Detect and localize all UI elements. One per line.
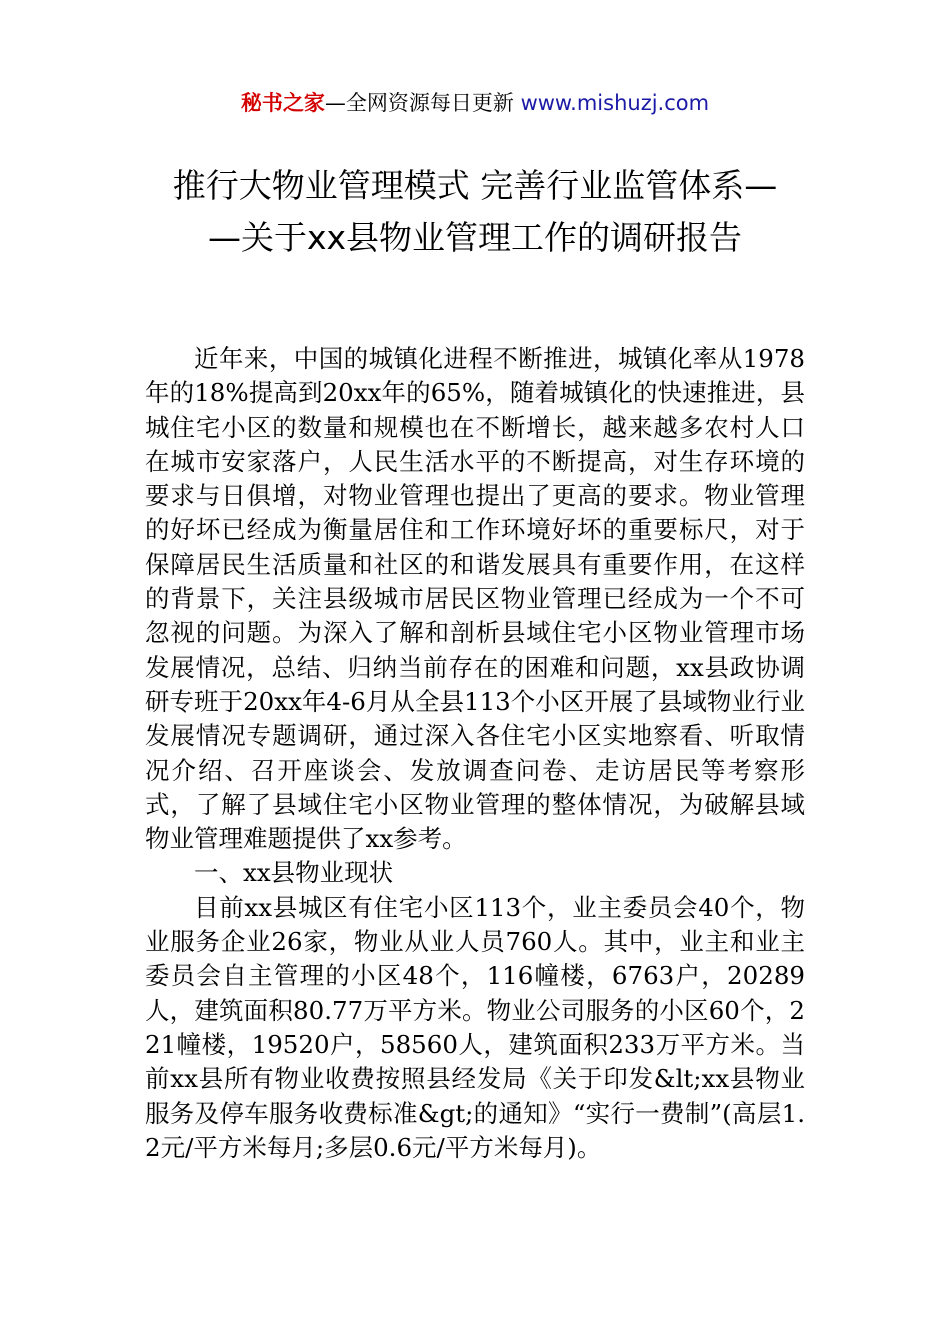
title-line-1: 推行大物业管理模式 完善行业监管体系— — [172, 166, 778, 205]
site-brand: 秘书之家 — [240, 91, 325, 115]
site-slogan: —全网资源每日更新 — [324, 91, 521, 115]
section-heading: 一、xx县物业现状 — [194, 858, 394, 888]
site-header — [0, 88, 950, 118]
status-paragraph: 目前xx县城区有住宅小区113个，业主委员会40个，物业服务企业26家，物业从业人员760人。其中，业主和业主委员会自主管理的小区48个，116幢楼，6763户，20289人，建筑面积80.77万平方米。物业公司服务的小区60个，221幢楼，19520户，58560人，建筑面积233万平方米。当前xx县所有物业收费按照县经发局《关于印发&lt;xx县物业服务及停车服务收费标准&gt;的通知》“实行一费制”(高层1.2元/平方米每月;多层0.6元/平方米每月)。 — [145, 892, 805, 1162]
intro-paragraph: 近年来，中国的城镇化进程不断推进，城镇化率从1978年的18%提高到20xx年的65%，随着城镇化的快速推进，县城住宅小区的数量和规模也在不断增长，越来越多农村人口在城市安家落户，人民生活水平的不断提高，对生存环境的要求与日俱增，对物业管理也提出了更高的要求。物业管理的好坏已经成为衡量居住和工作环境好坏的重要标尺，对于保障居民生活质量和社区的和谐发展具有重要作用，在这样的背景下，关注县级城市居民区物业管理已经成为一个不可忽视的问题。为深入了解和剖析县域住宅小区物业管理市场发展情况，总结、归纳当前存在的困难和问题，xx县政协调研专班于20xx年4-6月从全县113个小区开展了县域物业行业发展情况专题调研，通过深入各住宅小区实地察看、听取情况介绍、召开座谈会、发放调查问卷、走访居民等考察形式，了解了县域住宅小区物业管理的整体情况，为破解县域物业管理难题提供了xx参考。 — [145, 344, 805, 854]
document-body — [145, 342, 805, 1165]
site-url-link[interactable]: www.mishuzj.com — [520, 91, 710, 115]
title-line-2: —关于xx县物业管理工作的调研报告 — [207, 218, 743, 257]
document-title — [100, 160, 850, 264]
